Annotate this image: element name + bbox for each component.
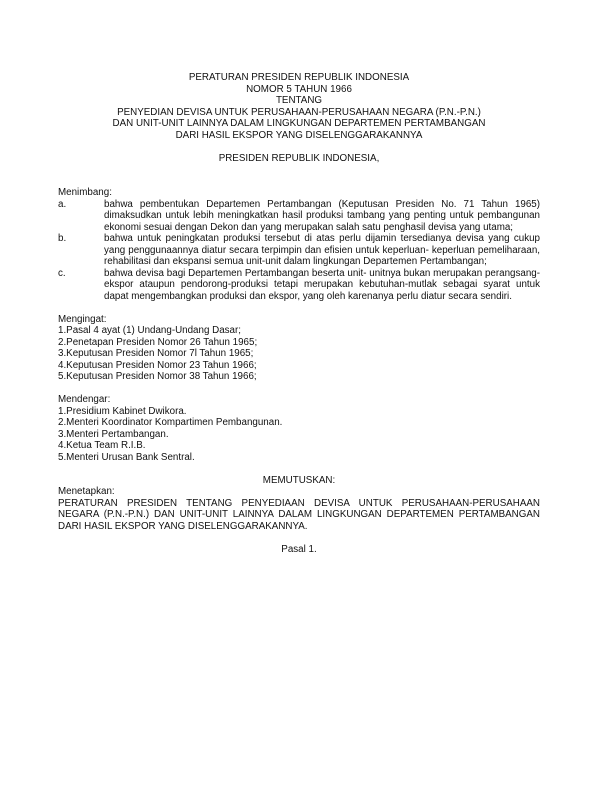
item-label: a.: [58, 198, 67, 210]
document-header: [58, 72, 540, 164]
header-line: DAN UNIT-UNIT LAINNYA DALAM LINGKUNGAN DEPARTEMEN PERTAMBANGAN: [112, 118, 486, 129]
mendengar-section: [58, 394, 540, 463]
list-item: 1.Presidium Kabinet Dwikora.: [58, 405, 187, 417]
item-text: bahwa devisa bagi Departemen Pertambangan beserta unit- unitnya bukan merupakan perangsang-ekspor ataupun pendorong-produksi tetapi merupakan kebutuhan-mutlak sebagai syarat untuk dapat mengembangkan produksi dan ekspor, yang oleh karenanya perlu diatur secara sendiri.: [104, 267, 540, 302]
list-item: 4.Keputusan Presiden Nomor 23 Tahun 1966;: [58, 359, 257, 371]
section-title: Mengingat:: [58, 313, 107, 325]
list-item: [58, 233, 540, 268]
header-line: DARI HASIL EKSPOR YANG DISELENGGARAKANNYA: [175, 129, 423, 141]
issuer-heading: PRESIDEN REPUBLIK INDONESIA,: [218, 152, 380, 164]
pasal-heading: Pasal 1.: [281, 543, 317, 555]
section-title: Menimbang:: [58, 187, 112, 198]
menetapkan-text: PERATURAN PRESIDEN TENTANG PENYEDIAAN DEVISA UNTUK PERUSAHAAN-PERUSAHAAN NEGARA (P.N.-P.N.) DAN UNIT-UNIT LAINNYA DALAM LINGKUNGAN DEPARTEMEN PERTAMBANGAN DARI HASIL EKSPOR YANG DISELENGGARAKANNYA.: [58, 497, 540, 532]
mengingat-section: [58, 314, 540, 383]
list-item: 3.Menteri Pertambangan.: [58, 428, 169, 440]
header-line: NOMOR 5 TAHUN 1966: [246, 83, 352, 95]
memutuskan-section: [58, 475, 540, 533]
list-item: 1.Pasal 4 ayat (1) Undang-Undang Dasar;: [58, 325, 241, 336]
header-line: TENTANG: [275, 95, 323, 106]
list-item: [58, 199, 540, 234]
item-label: b.: [58, 233, 67, 244]
menimbang-section: [58, 187, 540, 302]
item-text: bahwa untuk peningkatan produksi tersebut di atas perlu dijamin tersedianya devisa yang cukup yang penggunaannya diatur secara terpimpin dan efisien untuk keperluan- keperluan pemeliharaan, rehabilitasi dan ekspansi semua unit-unit dalam lingkungan Departemen Pertambangan;: [104, 233, 540, 267]
list-item: 4.Ketua Team R.I.B.: [58, 440, 146, 451]
list-item: 5.Menteri Urusan Bank Sentral.: [58, 451, 195, 463]
item-label: c.: [58, 267, 66, 279]
list-item: [58, 268, 540, 303]
document-page: [58, 72, 540, 555]
item-text: bahwa pembentukan Departemen Pertambangan (Keputusan Presiden No. 71 Tahun 1965) dimaksudkan untuk lebih meningkatkan hasil produksi tambang yang penting untuk pembangunan ekonomi sesuai dengan Dekon dan yang merupakan salah satu penghasil devisa yang utama;: [104, 198, 540, 233]
section-title: Mendengar:: [58, 394, 111, 405]
header-line: PENYEDIAN DEVISA UNTUK PERUSAHAAN-PERUSAHAAN NEGARA (P.N.-P.N.): [117, 106, 481, 118]
list-item: 3.Keputusan Presiden Nomor 7l Tahun 1965;: [58, 348, 254, 359]
header-line: PERATURAN PRESIDEN REPUBLIK INDONESIA: [188, 72, 410, 83]
list-item: 5.Keputusan Presiden Nomor 38 Tahun 1966;: [58, 371, 257, 382]
menetapkan-label: Menetapkan:: [58, 486, 115, 497]
list-item: 2.Penetapan Presiden Nomor 26 Tahun 1965;: [58, 336, 258, 348]
section-title: MEMUTUSKAN:: [262, 474, 336, 486]
list-item: 2.Menteri Koordinator Kompartimen Pembangunan.: [58, 417, 283, 428]
